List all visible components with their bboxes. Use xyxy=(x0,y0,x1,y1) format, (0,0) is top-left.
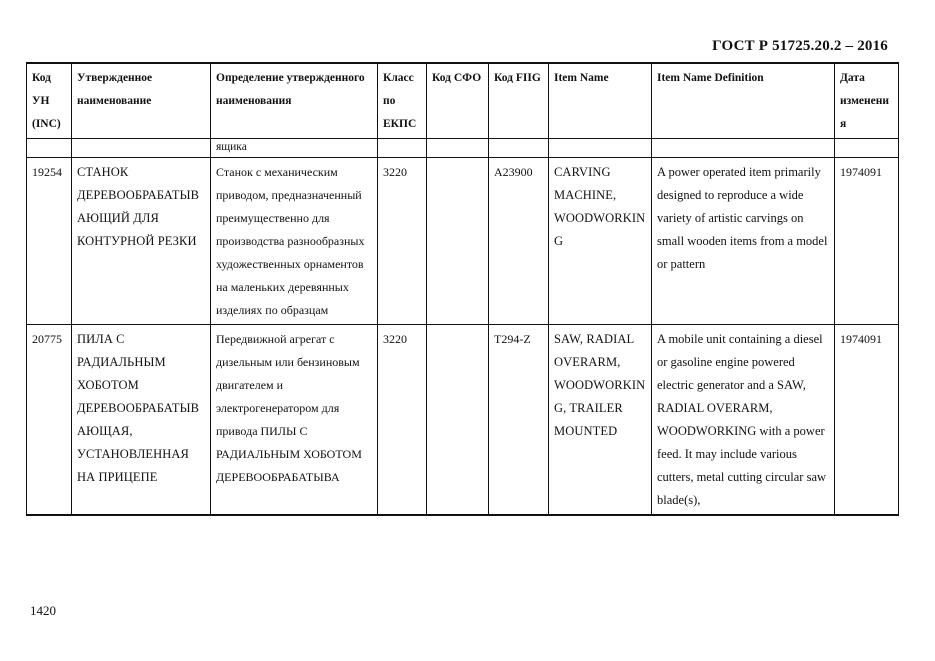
cell-definition: Станок с механическим приводом, предназначенный преимущественно для производства разнообразных художественных орнаментов на маленьких деревянных изделиях по образцам xyxy=(211,158,378,325)
cell-inc: 19254 xyxy=(27,158,72,325)
cell-sfo xyxy=(427,325,489,516)
document-standard-header: ГОСТ Р 51725.20.2 – 2016 xyxy=(712,38,888,54)
cell-date: 1974091 xyxy=(835,158,899,325)
classification-table xyxy=(26,62,899,516)
col-header-sfo: Код СФО xyxy=(427,63,489,139)
cell-definition: Передвижной агрегат с дизельным или бензиновым двигателем и электрогенератором для привода ПИЛЫ С РАДИАЛЬНЫМ ХОБОТОМ ДЕРЕВООБРАБАТЫВА xyxy=(211,325,378,516)
cell-inc xyxy=(27,139,72,158)
cell-item-definition xyxy=(652,139,835,158)
cell-name: СТАНОК ДЕРЕВООБРАБАТЫВАЮЩИЙ ДЛЯ КОНТУРНОЙ РЕЗКИ xyxy=(72,158,211,325)
cell-definition: ящика xyxy=(211,139,378,158)
table-header-row xyxy=(27,63,899,139)
cell-sfo xyxy=(427,158,489,325)
col-header-definition: Определение утвержденного наименования xyxy=(211,63,378,139)
cell-inc: 20775 xyxy=(27,325,72,516)
cell-date: 1974091 xyxy=(835,325,899,516)
col-header-change-date: Дата изменения xyxy=(835,63,899,139)
table-row-continuation xyxy=(27,139,899,158)
table-row xyxy=(27,325,899,516)
col-header-class: Класс по ЕКПС xyxy=(378,63,427,139)
cell-fiig xyxy=(489,139,549,158)
cell-sfo xyxy=(427,139,489,158)
cell-item-name: CARVING MACHINE, WOODWORKING xyxy=(549,158,652,325)
col-header-fiig: Код FIIG xyxy=(489,63,549,139)
col-header-approved-name: Утвержденное наименование xyxy=(72,63,211,139)
col-header-item-name-definition: Item Name Definition xyxy=(652,63,835,139)
cell-date xyxy=(835,139,899,158)
cell-fiig: A23900 xyxy=(489,158,549,325)
table-row xyxy=(27,158,899,325)
cell-class: 3220 xyxy=(378,325,427,516)
cell-item-name: SAW, RADIAL OVERARM, WOODWORKING, TRAILER MOUNTED xyxy=(549,325,652,516)
col-header-item-name: Item Name xyxy=(549,63,652,139)
cell-fiig: T294-Z xyxy=(489,325,549,516)
cell-class: 3220 xyxy=(378,158,427,325)
cell-item-definition: A power operated item primarily designed to reproduce a wide variety of artistic carvings on small wooden items from a model or pattern xyxy=(652,158,835,325)
cell-item-definition: A mobile unit containing a diesel or gasoline engine powered electric generator and a SAW, RADIAL OVERARM, WOODWORKING with a power feed. It may include various cutters, metal cutting circular saw blade(s), xyxy=(652,325,835,516)
cell-name xyxy=(72,139,211,158)
cell-item-name xyxy=(549,139,652,158)
col-header-inc: Код УН (INC) xyxy=(27,63,72,139)
cell-name: ПИЛА С РАДИАЛЬНЫМ ХОБОТОМ ДЕРЕВООБРАБАТЫВАЮЩАЯ, УСТАНОВЛЕННАЯ НА ПРИЦЕПЕ xyxy=(72,325,211,516)
cell-class xyxy=(378,139,427,158)
page-number: 1420 xyxy=(30,603,56,618)
